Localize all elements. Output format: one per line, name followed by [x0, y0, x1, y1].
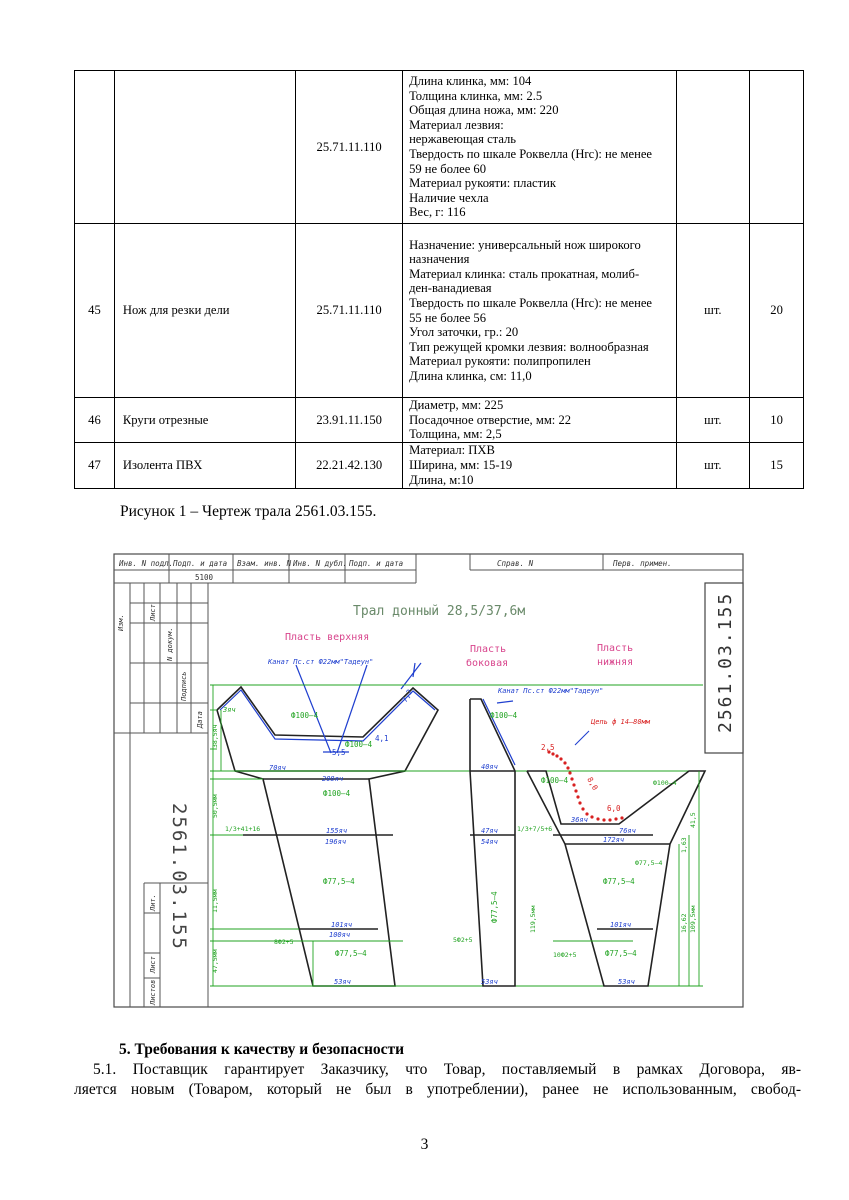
description-line: Угол заточки, гр.: 20 — [409, 325, 519, 340]
description-line: назначения — [409, 252, 470, 267]
stamp-value: 5100 — [195, 573, 214, 582]
mesh-s1: Ф100–4 — [490, 711, 518, 720]
section-heading: 5. Требования к качеству и безопасности — [119, 1041, 405, 1058]
description-line: Толщина, мм: 2,5 — [409, 427, 502, 442]
description-line: Материал рукояти: пластик — [409, 176, 556, 191]
table-row — [75, 442, 804, 488]
item-quantity: 20 — [750, 224, 804, 398]
svg-text:1/3+7/5+6: 1/3+7/5+6 — [517, 825, 553, 833]
count-l4: 101яч — [610, 921, 632, 929]
dim-u2: 4,1 — [375, 734, 389, 743]
paragraph-line-2: ляется новым (Товаром, который не был в употреблении), ранее не использованным, свобод- — [74, 1081, 801, 1098]
item-quantity: 10 — [750, 398, 804, 443]
description-line: Твердость по шкале Роквелла (Hrc): не менее — [409, 147, 653, 161]
stamp-listov: Листов — [149, 979, 157, 1005]
item-name — [114, 71, 295, 224]
label-side-1: Пласть — [470, 644, 507, 655]
label-upper: Пласть верхняя — [285, 632, 370, 643]
stamp-top-label: Взам. инв. N — [237, 559, 292, 568]
count-u7: 53яч — [334, 978, 351, 986]
dim-u1: 5,5 — [332, 748, 346, 757]
svg-text:3яч: 3яч — [223, 706, 236, 714]
description-line: Твердость по шкале Роквелла (Hrc): не менее — [409, 295, 653, 310]
count-u1: 70яч — [269, 764, 286, 772]
description-line: Назначение: универсальный нож широкого — [409, 237, 641, 252]
svg-text:Ф100–4: Ф100–4 — [653, 779, 677, 787]
item-description — [403, 398, 676, 443]
stamp-ndok: N докум. — [166, 627, 174, 661]
description-line: Длина, м:10 — [409, 472, 474, 487]
drawing-code-vertical: 2561.03.155 — [168, 803, 190, 951]
svg-text:10Ф2+5: 10Ф2+5 — [553, 951, 577, 959]
mesh-s2: Ф77,5–4 — [490, 891, 499, 923]
count-l2: 76яч — [619, 827, 636, 835]
drawing-title: Трал донный 28,5/37,6м — [353, 604, 526, 619]
item-description — [403, 224, 676, 398]
description-line: Длина клинка, см: 11,0 — [409, 368, 532, 383]
rope-label-1: Канат Пс.ст Ф22мм"Тадеун" — [268, 658, 374, 666]
mesh-l1: Ф100–4 — [541, 776, 569, 785]
description-line: Материал рукояти: полипропилен — [409, 354, 591, 369]
svg-text:11,5мм: 11,5мм — [211, 889, 219, 913]
stamp-perv: Перв. примен. — [613, 559, 672, 568]
description-line: Материал клинка: сталь прокатная, молиб- — [409, 266, 640, 281]
mesh-u4: Ф77,5–4 — [323, 877, 355, 886]
item-quantity — [750, 71, 804, 224]
description-line: Материал лезвия: — [409, 117, 504, 132]
dim-u3: 7,2 — [399, 687, 415, 704]
table-row — [75, 71, 804, 224]
rope-label-2: Канат Пс.ст Ф22мм"Тадеун" — [498, 687, 604, 695]
item-number: 46 — [75, 398, 115, 443]
mesh-l3: Ф77,5–4 — [605, 949, 637, 958]
item-name: Изолента ПВХ — [114, 442, 295, 488]
svg-text:5Ф2+5: 5Ф2+5 — [453, 936, 473, 944]
svg-text:16,62: 16,62 — [680, 913, 688, 933]
description-line: Общая длина ножа, мм: 220 — [409, 103, 559, 118]
stamp-list2: Лист — [149, 956, 157, 973]
svg-text:119,5мм: 119,5мм — [529, 905, 537, 933]
item-unit: шт. — [676, 398, 750, 443]
page-number: 3 — [420, 1136, 429, 1153]
stamp-list: Лист — [149, 604, 157, 621]
item-number: 45 — [75, 224, 115, 398]
count-u2: 208яч — [322, 775, 344, 783]
count-l1: 36яч — [571, 816, 588, 824]
stamp-top-label: Инв. N дубл. — [293, 559, 348, 568]
stamp-izm: Изм. — [117, 614, 125, 631]
description-line: нержавеющая сталь — [409, 132, 517, 147]
count-s1: 40яч — [481, 763, 498, 771]
svg-text:1/3+41+16: 1/3+41+16 — [225, 825, 261, 833]
item-unit: шт. — [676, 442, 750, 488]
table-row — [75, 224, 804, 398]
stamp-top-label: Подп. и дата — [173, 559, 228, 568]
stamp-lit: Лит. — [149, 894, 157, 911]
item-code: 22.21.42.130 — [296, 442, 403, 488]
description-line: 59 не более 60 — [409, 161, 487, 176]
count-l5: 53яч — [618, 978, 635, 986]
chain-label: Цепь ф 14–80мм — [591, 718, 651, 726]
count-s4: 53яч — [481, 978, 498, 986]
paragraph-line-1: 5.1. Поставщик гарантирует Заказчику, что Товар, поставляемый в рамках Договора, яв- — [93, 1061, 801, 1078]
description-line: Длина клинка, мм: 104 — [409, 74, 532, 89]
description-line: Толщина клинка, мм: 2.5 — [409, 88, 543, 103]
stamp-podp: Подпись — [180, 671, 188, 701]
trawl-drawing — [113, 553, 744, 1008]
item-unit — [676, 71, 750, 224]
mesh-u5: Ф77,5–4 — [335, 949, 367, 958]
count-u6: 100яч — [329, 931, 351, 939]
count-u3: 155яч — [326, 827, 348, 835]
item-code: 25.71.11.110 — [296, 71, 403, 224]
description-line: 55 не более 56 — [409, 310, 487, 325]
item-number — [75, 71, 115, 224]
count-l3: 172яч — [603, 836, 625, 844]
svg-text:50,5мм: 50,5мм — [211, 794, 219, 818]
label-lower-1: Пласть — [597, 643, 634, 654]
label-side-2: боковая — [466, 658, 509, 669]
svg-text:8Ф2+5: 8Ф2+5 — [274, 938, 294, 946]
mesh-u1: Ф100–4 — [323, 789, 351, 798]
description-line: Тип режущей кромки лезвия: волнообразная — [409, 339, 649, 354]
stamp-top-label: Подп. и дата — [349, 559, 404, 568]
count-s3: 54яч — [481, 838, 498, 846]
dim-l2: 8,0 — [585, 775, 600, 792]
item-description — [403, 71, 676, 224]
count-s2: 47яч — [481, 827, 498, 835]
item-code: 25.71.11.110 — [296, 224, 403, 398]
description-line: Вес, г: 116 — [409, 205, 466, 220]
svg-text:109,5мм: 109,5мм — [689, 905, 697, 933]
table-row — [75, 398, 804, 443]
stamp-data: Дата — [196, 711, 204, 728]
dim-l1: 2,5 — [541, 743, 555, 752]
stamp-sprav: Справ. N — [497, 559, 534, 568]
description-line: ден-ванадиевая — [409, 281, 492, 296]
item-quantity: 15 — [750, 442, 804, 488]
svg-text:1,63: 1,63 — [680, 837, 688, 853]
svg-text:38,5яч: 38,5яч — [211, 724, 219, 748]
svg-text:41,5: 41,5 — [689, 812, 697, 828]
mesh-u3: Ф100–4 — [291, 711, 319, 720]
figure-caption: Рисунок 1 – Чертеж трала 2561.03.155. — [120, 503, 377, 520]
item-code: 23.91.11.150 — [296, 398, 403, 443]
drawing-code-box: 2561.03.155 — [715, 591, 736, 733]
description-line: Диаметр, мм: 225 — [409, 398, 504, 412]
spec-table — [74, 70, 804, 489]
mesh-l2: Ф77,5–4 — [603, 877, 635, 886]
description-line: Посадочное отверстие, мм: 22 — [409, 412, 572, 427]
item-name: Круги отрезные — [114, 398, 295, 443]
description-line: Ширина, мм: 15-19 — [409, 457, 513, 472]
svg-text:Ф77,5–4: Ф77,5–4 — [635, 859, 663, 867]
label-lower-2: нижняя — [597, 657, 634, 668]
item-description — [403, 442, 676, 488]
description-line: Материал: ПХВ — [409, 443, 495, 458]
item-unit: шт. — [676, 224, 750, 398]
item-name: Нож для резки дели — [114, 224, 295, 398]
description-line: Наличие чехла — [409, 190, 489, 205]
svg-text:47,5мм: 47,5мм — [211, 949, 219, 973]
stamp-top-label: Инв. N подл. — [119, 559, 174, 568]
mesh-u2: Ф100–4 — [345, 740, 373, 749]
item-number: 47 — [75, 442, 115, 488]
dim-l3: 6,0 — [607, 804, 621, 813]
count-u5: 101яч — [331, 921, 353, 929]
count-u4: 196яч — [325, 838, 347, 846]
